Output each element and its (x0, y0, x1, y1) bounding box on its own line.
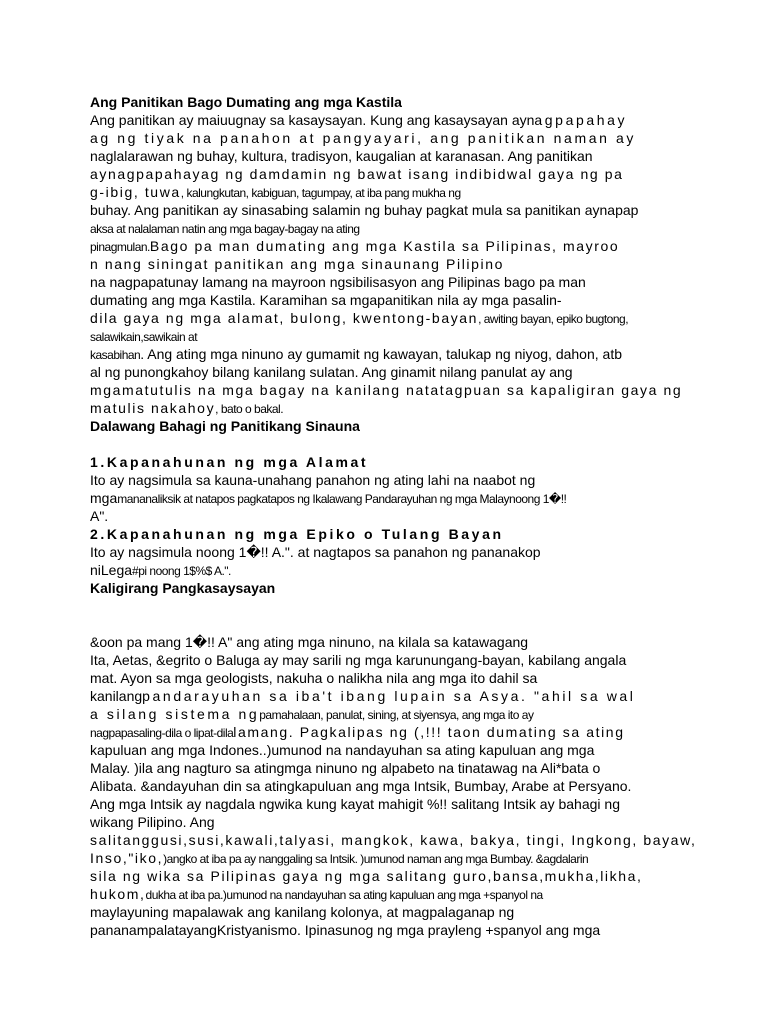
text-run: Ita, Aetas, &egrito o Baluga ay may sarili ng mga karunungang-bayan, kabilang angala (90, 652, 627, 668)
text-line (90, 921, 702, 939)
background-title: Kaligirang Pangkasaysayan (90, 580, 276, 596)
text-line (90, 561, 702, 579)
text-run: salitanggusi,susi,kawali,talyasi, mangkok, kawa, bakya, tingi, Ingkong, bayaw, (90, 832, 697, 848)
text-run: Alibata. &andayuhan din sa atingkapuluan ang mga Intsik, Bumbay, Arabe at Persyano. (90, 778, 632, 794)
text-run: wikang Pilipino. Ang (90, 814, 215, 830)
text-run: al ng punongkahoy bilang kanilang sulatan. Ang ginamit nilang panulat ay ang (90, 364, 573, 380)
spacer (90, 435, 702, 453)
text-line (90, 669, 702, 687)
text-line (90, 381, 702, 399)
text-line (90, 849, 702, 867)
text-run: Ito ay nagsimula sa kauna-unahang panahon ng ating lahi na naabot ng (90, 472, 536, 488)
text-run: )angko at iba pa ay nanggaling sa Intsik. )umunod naman ang mga Bumbay. &agdalarin (163, 852, 589, 866)
period1-paragraph (90, 471, 702, 525)
text-run: . Ang ating mga ninuno ay gumamit ng kawayan, talukap ng niyog, dahon, atb (140, 346, 622, 362)
text-run: nagpapasaling-dila o lipat-dila (90, 726, 234, 740)
text-run: agpapahay (534, 112, 628, 128)
text-run: g-ibig, tuwa (90, 184, 181, 200)
text-line (90, 165, 702, 183)
document-page (90, 93, 702, 939)
text-line (90, 237, 702, 255)
text-line (90, 777, 702, 795)
text-run: naglalarawan ng buhay, kultura, tradisyon, kaugalian at karanasan. Ang panitikan (90, 148, 593, 164)
text-run: dumating ang mga Kastila. Karamihan sa mgapanitikan nila ay mga pasalin- (90, 292, 562, 308)
text-line (90, 633, 702, 651)
text-run: Inso,"iko, (90, 850, 164, 866)
text-line (90, 273, 702, 291)
text-run: mananaliksik at natapos pagkatapos ng Ikalawang Pandarayuhan ng mga Malaynoong 1�!! (117, 492, 567, 506)
text-run: Ito ay nagsimula noong 1�!! A.". at nagtapos sa panahon ng pananakop (90, 544, 541, 560)
text-line (90, 255, 702, 273)
text-line (90, 111, 702, 129)
text-line (90, 885, 702, 903)
text-run: a silang sistema ng (90, 706, 260, 722)
section-title: Dalawang Bahagi ng Panitikang Sinauna (90, 418, 360, 434)
text-line (90, 705, 702, 723)
text-run: matulis nakahoy (90, 400, 216, 416)
text-run: kapuluan ang mga Indones..)umunod na nandayuhan sa ating kapuluan ang mga (90, 742, 595, 758)
text-line (90, 327, 702, 345)
text-run: , kalungkutan, kabiguan, tagumpay, at iba pang mukha ng (180, 186, 461, 200)
text-run: pinagmulan. (90, 240, 150, 254)
text-line (90, 147, 702, 165)
text-run: salawikain,sawikain at (90, 330, 198, 344)
text-line (90, 813, 702, 831)
text-line (90, 831, 702, 849)
text-run: dila gaya ng mga alamat, bulong, kwentong-bayan (90, 310, 479, 326)
text-line (90, 399, 702, 417)
text-run: , awiting bayan, epiko bugtong, (478, 312, 629, 326)
text-line (90, 723, 702, 741)
text-run: Ang mga Intsik ay nagdala ngwika kung kayat mahigit %!! salitang Intsik ay bahagi ng (90, 796, 620, 812)
text-line (90, 489, 702, 507)
text-run: Malay. )ila ang nagturo sa atingmga ninuno ng alpabeto na tinatawag na Ali*bata o (90, 760, 601, 776)
background-paragraph (90, 633, 702, 939)
text-line (90, 543, 702, 561)
text-run: pandarayuhan sa iba't ibang lupain sa Asya. "ahil sa wal (142, 688, 636, 704)
text-run: dukha at iba pa.)umunod na nandayuhan sa ating kapuluan ang mga +spanyol na (145, 888, 543, 902)
text-run: Bago pa man dumating ang mga Kastila sa Pilipinas, mayroo (149, 238, 620, 254)
text-run: aynagpapahayag ng damdamin ng bawat isang indibidwal gaya ng pa (90, 166, 624, 182)
period2-paragraph (90, 543, 702, 579)
intro-paragraph (90, 111, 702, 417)
text-run: kanilang (90, 688, 143, 704)
text-line (90, 651, 702, 669)
period1-title: 1.Kapanahunan ng mga Alamat (90, 454, 369, 470)
text-line (90, 183, 702, 201)
text-run: kasabihan (90, 348, 141, 362)
text-run: #pi noong 1$%$ A.". (132, 564, 231, 578)
text-run: pamahalaan, panulat, sining, at siyensya, ang mga ito ay (259, 708, 534, 722)
text-run: buhay. Ang panitikan ay sinasabing salamin ng buhay pagkat mula sa panitikan aynapap (90, 202, 639, 218)
text-run: na nagpapatunay lamang na mayroon ngsibilisasyon ang Pilipinas bago pa man (90, 274, 586, 290)
text-line (90, 759, 702, 777)
text-run: n nang siningat panitikan ang mga sinaunang Pilipino (90, 256, 504, 272)
text-line (90, 795, 702, 813)
text-run: sila ng wika sa Pilipinas gaya ng mga salitang guro,bansa,mukha,likha, (90, 868, 643, 884)
text-line (90, 291, 702, 309)
text-run: maylayuning mapalawak ang kanilang kolonya, at magpalaganap ng (90, 904, 515, 920)
text-line (90, 201, 702, 219)
text-run: , bato o bakal. (215, 402, 284, 416)
text-line (90, 471, 702, 489)
text-line (90, 741, 702, 759)
document-title: Ang Panitikan Bago Dumating ang mga Kastila (90, 94, 402, 110)
text-line (90, 219, 702, 237)
text-line (90, 345, 702, 363)
text-line (90, 309, 702, 327)
text-run: mgamatutulis na mga bagay na kanilang natatagpuan sa kapaligiran gaya ng (90, 382, 683, 398)
text-line (90, 363, 702, 381)
text-run: pananampalatayangKristyanismo. Ipinasunog ng mga prayleng +spanyol ang mga (90, 922, 601, 938)
text-line (90, 507, 702, 525)
period2-title: 2.Kapanahunan ng mga Epiko o Tulang Bayan (90, 526, 504, 542)
text-line (90, 867, 702, 885)
text-line (90, 129, 702, 147)
text-line (90, 903, 702, 921)
text-run: ag ng tiyak na panahon at pangyayari, ang panitikan naman ay (90, 130, 636, 146)
text-run: Ang panitikan ay maiuugnay sa kasaysayan. Kung ang kasaysayan ayn (90, 112, 535, 128)
text-run: &oon pa mang 1�!! A" ang ating mga ninuno, na kilala sa katawagang (90, 634, 529, 650)
spacer (90, 597, 702, 633)
text-line (90, 687, 702, 705)
text-run: mat. Ayon sa mga geologists, nakuha o nalikha nila ang mga ito dahil sa (90, 670, 538, 686)
text-run: hukom, (90, 886, 146, 902)
text-run: lamang. Pagkalipas ng (,!!! taon dumating sa ating (233, 724, 625, 740)
text-run: mga (90, 490, 118, 506)
text-run: aksa at nalalaman natin ang mga bagay-bagay na ating (90, 222, 360, 236)
text-run: niLega (90, 562, 133, 578)
text-run: A". (90, 508, 109, 524)
